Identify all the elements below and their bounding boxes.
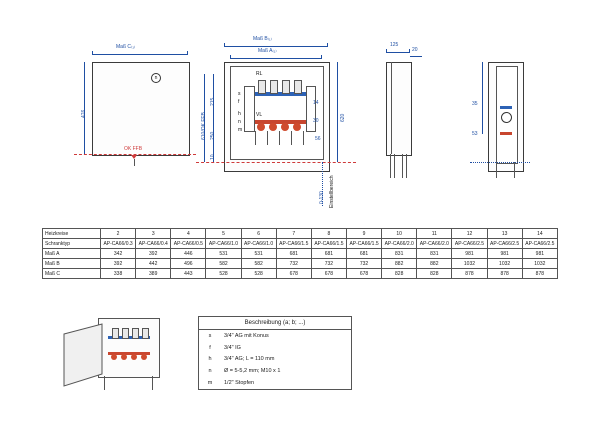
cell: 878: [522, 269, 557, 279]
dim-label-620: 620: [340, 113, 346, 122]
cell: 392: [101, 259, 136, 269]
open-door-shape: [62, 322, 118, 398]
cell: 9: [346, 229, 381, 239]
cabinet-front-closed: [92, 62, 190, 156]
cell: 831: [417, 249, 452, 259]
callout-h: h: [238, 111, 241, 117]
cell: 442: [136, 259, 171, 269]
dim-label-35: 35: [472, 101, 478, 107]
cell: 678: [311, 269, 346, 279]
cell: 496: [171, 259, 206, 269]
dim-label-10: 10: [210, 154, 216, 160]
cell: 443: [171, 269, 206, 279]
cell: AP-CA66/1.5: [346, 239, 381, 249]
cell: 342: [101, 249, 136, 259]
cell: 2: [101, 229, 136, 239]
cell: 528: [206, 269, 241, 279]
legend-key: m: [207, 380, 213, 387]
dim-label-mass-c1: Maß C₍₁₎: [116, 44, 136, 50]
manifold-valve: [258, 80, 266, 94]
cell: 732: [346, 259, 381, 269]
isometric-cabinet-view: [62, 318, 182, 394]
cell: 531: [241, 249, 276, 259]
section-return-bar: [500, 106, 512, 109]
cell: 981: [452, 249, 487, 259]
cell: 878: [452, 269, 487, 279]
cell: 11: [417, 229, 452, 239]
cell: 7: [276, 229, 311, 239]
cell: 3: [136, 229, 171, 239]
dimension-table-body: [43, 229, 558, 279]
legend-key: f: [209, 344, 211, 351]
dim-label-20: 20: [412, 47, 418, 53]
legend-title: Beschreibung (a; b; ...): [199, 317, 351, 329]
cell: 4: [171, 229, 206, 239]
row-label: Heizkreise: [43, 229, 101, 239]
dim-label-476: 476: [81, 109, 87, 118]
legend-text: 1/2" Stopfen: [224, 380, 255, 387]
cell: 1032: [452, 259, 487, 269]
cell: 1032: [487, 259, 522, 269]
legend-text: Ø = 5-5,2 mm; M10 x 1: [224, 368, 281, 375]
cell: AP-CA66/2.5: [522, 239, 557, 249]
cell: 681: [311, 249, 346, 259]
cell: 582: [206, 259, 241, 269]
manifold-end-block-right: [306, 86, 316, 132]
cell: 392: [136, 249, 171, 259]
manifold-cap: [257, 123, 265, 131]
table-row: [43, 239, 558, 249]
dim-label-range-caption: Einstellbereich: [329, 175, 335, 208]
dim-label-14: 14: [313, 100, 319, 106]
dim-label-215: 215: [210, 97, 216, 106]
cell: 878: [487, 269, 522, 279]
cell: 732: [311, 259, 346, 269]
cell: 681: [276, 249, 311, 259]
cell: AP-CA66/2.0: [417, 239, 452, 249]
legend-box: [198, 316, 352, 390]
cell: 528: [241, 269, 276, 279]
cell: AP-CA66/2.5: [452, 239, 487, 249]
dim-label-56: 56: [315, 136, 321, 142]
dim-line-20: [410, 56, 422, 57]
manifold-valve: [270, 80, 278, 94]
cell: 831: [382, 249, 417, 259]
dim-label-125: 125: [390, 42, 399, 48]
cell: AP-CA66/0.4: [136, 239, 171, 249]
dim-line-125: [386, 52, 410, 53]
cell: 12: [452, 229, 487, 239]
legend-key: n: [208, 368, 212, 375]
cell: AP-CA66/2.5: [487, 239, 522, 249]
manifold-valve: [282, 80, 290, 94]
cell: 14: [522, 229, 557, 239]
callout-n: n: [238, 119, 241, 125]
table-row: [43, 259, 558, 269]
cell: 882: [417, 259, 452, 269]
callout-m: m: [238, 127, 243, 133]
dim-line-53: [482, 106, 483, 134]
cell: AP-CA66/1.5: [311, 239, 346, 249]
label-vl: VL: [256, 112, 263, 118]
row-label: Maß A: [43, 249, 101, 259]
row-label: Maß B: [43, 259, 101, 269]
dim-line-mass-b1: [224, 46, 328, 47]
dim-line-35: [482, 62, 483, 106]
dim-line-mass-c1: [92, 54, 188, 55]
cell: 828: [382, 269, 417, 279]
legend-row: [199, 329, 351, 341]
cell: 678: [346, 269, 381, 279]
cell: AP-CA66/0.5: [171, 239, 206, 249]
manifold-valve: [294, 80, 302, 94]
dim-label-range: 0-130: [319, 191, 325, 204]
cell: 981: [522, 249, 557, 259]
legend-text: 3/4" AG; L = 110 mm: [224, 356, 275, 363]
cell: 5: [206, 229, 241, 239]
manifold-end-block-left: [244, 86, 255, 132]
cell: AP-CA66/1.0: [241, 239, 276, 249]
dim-line-mass-a1: [230, 58, 322, 59]
dimension-table: [42, 228, 558, 279]
label-ok-ffb-left: OK FFB: [124, 146, 143, 152]
legend-row: [199, 377, 351, 389]
cell: 338: [101, 269, 136, 279]
cell: 678: [276, 269, 311, 279]
cell: 446: [171, 249, 206, 259]
legend-key: h: [208, 356, 212, 363]
callout-s: s: [238, 91, 241, 97]
dim-label-mass-b1: Maß B₍₁₎: [253, 36, 272, 42]
cell: 681: [346, 249, 381, 259]
manifold-cap: [269, 123, 277, 131]
cell: AP-CA66/1.5: [276, 239, 311, 249]
cell: 389: [136, 269, 171, 279]
dim-label-30: 30: [313, 118, 319, 124]
cell: 10: [382, 229, 417, 239]
cell: 13: [487, 229, 522, 239]
section-flow-bar: [500, 132, 512, 135]
dim-label-610: 610/OK FFB: [201, 112, 207, 140]
section-detail-circle: [501, 112, 512, 123]
cell: 582: [241, 259, 276, 269]
cabinet-side-view: [386, 62, 412, 156]
row-label: Schranktyp: [43, 239, 101, 249]
cell: AP-CA66/2.0: [382, 239, 417, 249]
dim-label-mass-a1: Maß A₍₁₎: [258, 48, 277, 54]
cell: 732: [276, 259, 311, 269]
cell: AP-CA66/1.0: [206, 239, 241, 249]
cell: 882: [382, 259, 417, 269]
legend-text: 3/4" AG mit Konus: [224, 332, 269, 339]
dim-label-53: 53: [472, 131, 478, 137]
manifold-cap: [293, 123, 301, 131]
legend-row: [199, 354, 351, 366]
row-label: Maß C: [43, 269, 101, 279]
cell: 531: [206, 249, 241, 259]
cell: 8: [311, 229, 346, 239]
dim-line-620: [337, 62, 338, 162]
callout-marker-n: n: [151, 73, 161, 83]
table-row: [43, 249, 558, 259]
label-rl: RL: [256, 71, 263, 77]
manifold-cap: [281, 123, 289, 131]
cell: 981: [487, 249, 522, 259]
legend-row: [199, 342, 351, 354]
cell: 6: [241, 229, 276, 239]
legend-text: 3/4" IG: [224, 344, 241, 351]
cell: 1032: [522, 259, 557, 269]
table-row: [43, 229, 558, 239]
table-row: [43, 269, 558, 279]
cell: 828: [417, 269, 452, 279]
legend-key: s: [208, 332, 212, 339]
cell: AP-CA66/0.3: [101, 239, 136, 249]
legend-row: [199, 365, 351, 377]
callout-f: f: [238, 99, 240, 105]
dim-label-250: 250: [210, 131, 216, 140]
